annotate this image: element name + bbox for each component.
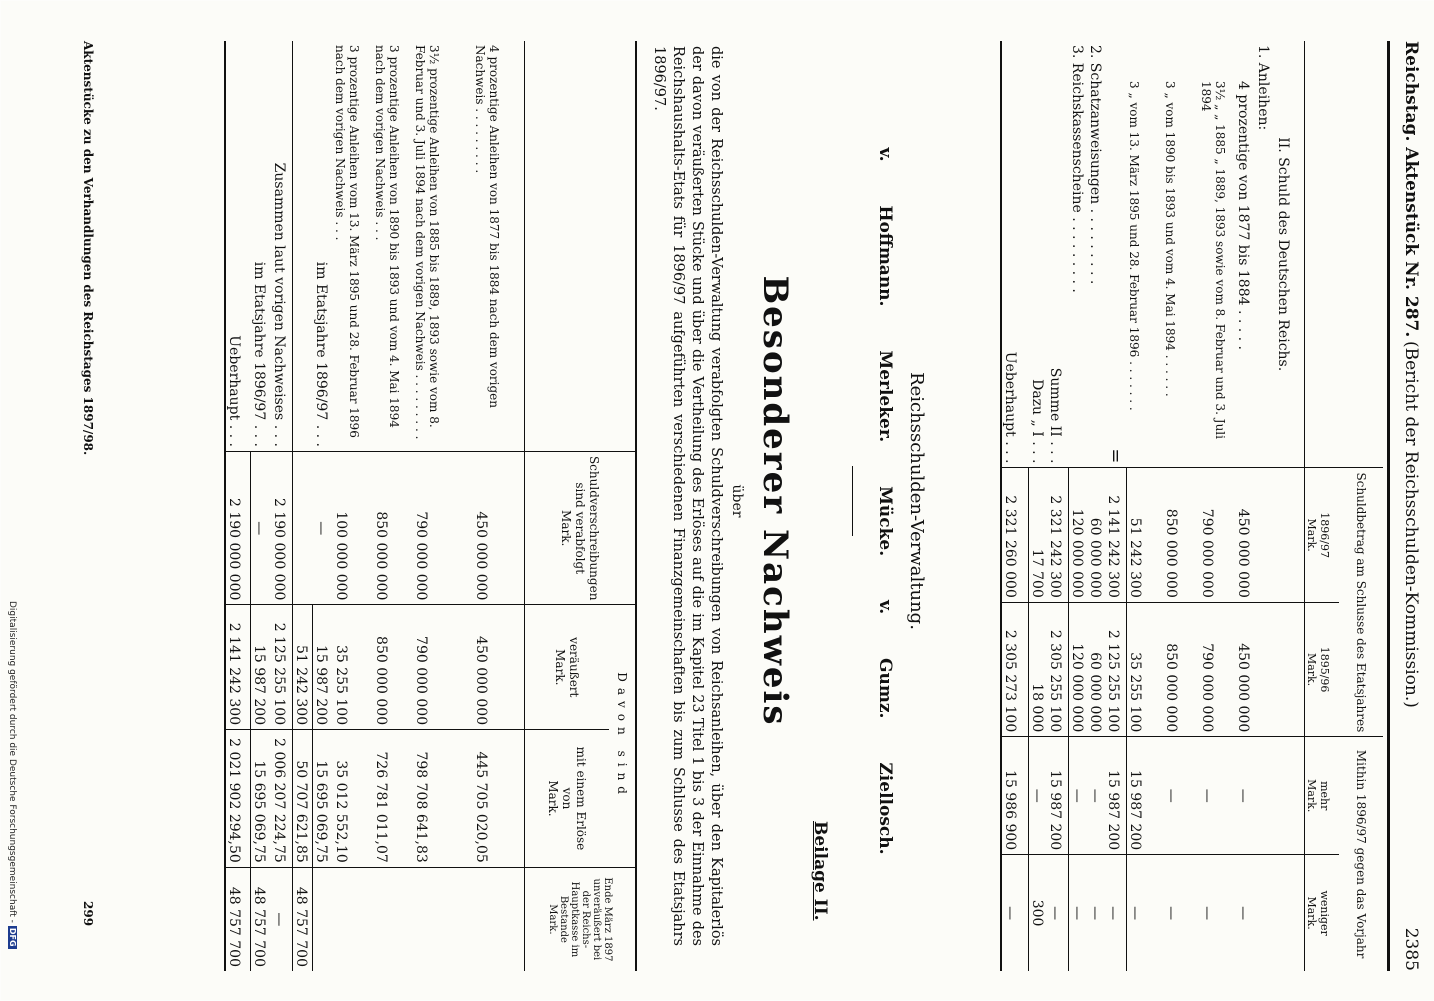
cell: 450 000 000 — [473, 605, 525, 730]
row-label: Zusammen laut vorigen Nachweises . . . — [271, 162, 287, 447]
cell: 15 986 900 — [1001, 737, 1029, 855]
cell: 450 000 000 — [1235, 602, 1255, 736]
anleihen-label: 1. Anleihen: — [1255, 45, 1271, 131]
table-row — [473, 41, 525, 971]
row-label: Dazu „ I . . . — [1029, 379, 1045, 464]
head-davon: Davon sind — [609, 605, 635, 867]
cell: — — [1235, 855, 1255, 971]
row-label — [293, 41, 313, 451]
cell: — — [1087, 737, 1105, 855]
cell: 798 708 641,83 — [413, 730, 473, 868]
cell — [373, 867, 413, 971]
cell: 100 000 000 — [333, 451, 373, 604]
cell: 2 190 000 000 — [271, 451, 293, 604]
cell: 2 141 242 300 — [1105, 468, 1127, 602]
cell: 35 012 552,10 — [333, 730, 373, 868]
row-label: 3 prozentige Anleihen von 1890 bis 1893 und vom 4. Mai 1894 nach dem vorigen Nachweis . . . — [373, 45, 401, 428]
cell: 2 141 242 300 — [225, 605, 251, 730]
row-label: 3 „ vom 13. März 1895 und 28. Februar 1896 . . . . . . . — [1127, 81, 1141, 411]
table-row-ueberhaupt — [225, 41, 251, 971]
row-label: 4 prozentige Anleihen von 1877 bis 1884 nach dem vorigen Nachweis . . . . . . . . . — [473, 45, 501, 409]
cell: 450 000 000 — [473, 451, 525, 604]
cell: 2 125 255 100 — [271, 605, 293, 730]
table-row — [1199, 41, 1235, 971]
cell: — — [1069, 737, 1087, 855]
doc-ueber: über — [729, 484, 745, 518]
cell: 120 000 000 — [1069, 468, 1087, 602]
cell: 726 781 011,07 — [373, 730, 413, 868]
cell — [413, 867, 473, 971]
cell: 445 705 020,05 — [473, 730, 525, 868]
cell: 17 700 — [1029, 468, 1047, 602]
row-label: 3. Reichskassenscheine . . . . . . . . . — [1069, 45, 1085, 293]
cell: 15 987 200 — [1127, 737, 1163, 855]
cell: 2 190 000 000 — [225, 451, 251, 604]
beilage-label: Beilage II. — [810, 821, 830, 921]
cell: 15 987 200 — [1047, 737, 1069, 855]
cell — [313, 867, 333, 971]
nachweis-table — [224, 41, 635, 971]
cell: 2 305 273 100 — [1001, 602, 1029, 736]
table-row-ueberhaupt — [1001, 41, 1029, 971]
head-erloes: mit einem Erlöse von Mark. — [525, 730, 609, 868]
scanned-page — [1, 1, 1434, 1000]
cell: 850 000 000 — [373, 605, 413, 730]
head-unveraeussert: Ende März 1897 unveräußert bei der Reichs-Hauptkasse im Bestande Mark. — [525, 867, 635, 971]
cell: — — [1087, 855, 1105, 971]
signatures: v. Hoffmann. Merleker. Mücke. v. Gumz. Ziellosch. — [875, 147, 895, 855]
col-mehr: mehr — [1318, 781, 1332, 811]
cell: 18 000 — [1029, 602, 1047, 736]
cell: — — [1235, 737, 1255, 855]
footer-left: Aktenstücke zu den Verhandlungen des Reichstages 1897/98. — [81, 41, 95, 456]
cell: — — [1047, 855, 1069, 971]
head-veraeussert: veräußert Mark. — [525, 605, 609, 730]
debt-table-label-col — [1305, 41, 1383, 468]
cell: 450 000 000 — [1235, 468, 1255, 602]
cell: 60 000 000 — [1087, 602, 1105, 736]
col-weniger: weniger — [1318, 890, 1332, 936]
table2-top-rule — [635, 41, 637, 971]
cell — [473, 867, 525, 971]
header-left: Reichstag. Aktenstück Nr. 287. — [1401, 41, 1421, 338]
table-row — [1163, 41, 1199, 971]
table-row — [333, 41, 373, 971]
table-row-etat — [251, 41, 271, 971]
cell: 15 695 069,75 — [313, 730, 333, 868]
cell: 2 305 255 100 — [1047, 602, 1069, 736]
unit-3: Mark. — [1305, 779, 1319, 813]
cell: 850 000 000 — [1163, 468, 1199, 602]
cell: 300 — [1029, 855, 1047, 971]
cell: 2 021 902 294,50 — [225, 730, 251, 868]
row-label: im Etatsjahre 1896/97 . . . — [251, 261, 267, 447]
table-row — [413, 41, 473, 971]
doc-title: Besonderer Nachweis — [755, 275, 795, 727]
debt-table — [1000, 41, 1383, 971]
row-label: Ueberhaupt . . . — [1002, 351, 1018, 464]
rotated-content — [1, 1, 1434, 1001]
cell: 50 707 621,85 — [293, 730, 313, 868]
short-rule — [852, 466, 853, 536]
row-label: 3½ prozentige Anleihen von 1885 bis 1889, 1893 sowie vom 8. Februar und 3. Juli 1894 nach dem vorigen Nachweis . . . . . . . . . — [413, 45, 441, 440]
cell: — — [1105, 855, 1127, 971]
intro-paragraph: die von der Reichsschulden-Verwaltung verabfolgten Schuldverschreibungen von Reichsanleihen, über den Kapitalerlös der davon veräußerten Stücke und über die Vertheilung des Erlöses auf die im Kapitel 23 Titel 1 bis 3 der Einnahme des Reichshaushalts-Etats für 1896/97 aufgeführten verschiedenen Finanzgemeinschaften bis zum Schlusse des Etatsjahrs 1896/97. — [651, 46, 724, 946]
unit-1: Mark. — [1305, 518, 1319, 552]
cell: — — [1199, 855, 1235, 971]
cell: — — [1163, 737, 1199, 855]
cell: — — [313, 451, 333, 604]
cell: — — [1127, 855, 1163, 971]
cell: 51 242 300 — [1127, 468, 1163, 602]
dfg-sidebar — [3, 601, 17, 996]
cell: 15 987 200 — [1105, 737, 1127, 855]
cell: 850 000 000 — [1163, 602, 1199, 736]
cell: — — [271, 867, 293, 971]
header-page-number: 2385 — [1401, 927, 1421, 971]
table-row — [313, 41, 333, 971]
cell: 15 987 200 — [251, 605, 271, 730]
page-header — [1397, 41, 1427, 971]
table-row-dazu — [1029, 41, 1047, 971]
table-row — [1235, 41, 1255, 971]
footer-page: 299 — [81, 901, 95, 927]
row-label: im Etatsjahre 1896/97 . . . — [313, 261, 329, 447]
cell: — — [1163, 855, 1199, 971]
cell: 790 000 000 — [1199, 468, 1235, 602]
row-label: 4 prozentige von 1877 bis 1884 . . . . . — [1235, 81, 1251, 351]
col-1895: 1895/96 — [1318, 646, 1332, 693]
row-label: 3 „ vom 1890 bis 1893 und vom 4. Mai 1894 . . . . . . — [1163, 81, 1177, 397]
cell: 2 125 255 100 — [1105, 602, 1127, 736]
section-title: II. Schuld des Deutschen Reichs. — [1275, 137, 1291, 372]
header-middle: (Bericht der Reichsschulden-Kommission.) — [1401, 341, 1421, 708]
table-row — [1127, 41, 1163, 971]
row-label: Summe II . . . — [1047, 367, 1063, 464]
cell: 48 757 700 — [225, 867, 251, 971]
head-group-schuldbetrag: Schuldbetrag am Schlusse des Etatsjahres — [1339, 468, 1383, 737]
row-label: Ueberhaupt . . . — [226, 335, 242, 447]
table-row-summe — [1047, 41, 1069, 971]
cell: 15 987 200 — [313, 605, 333, 730]
cell: — — [1001, 855, 1029, 971]
cell: 790 000 000 — [413, 605, 473, 730]
head-verabfolgt: Schuldverschreibungen sind verabfolgt Mark. — [525, 451, 635, 604]
cell: — — [1199, 737, 1235, 855]
cell: 2 321 260 000 — [1001, 468, 1029, 602]
table-row — [1087, 41, 1105, 971]
cell: — — [251, 451, 271, 604]
commission-title: Reichsschulden-Verwaltung. — [906, 372, 927, 630]
table-row-sum-anleihen — [1105, 41, 1127, 971]
cell: 35 255 100 — [1127, 602, 1163, 736]
cell: 48 757 700 — [293, 867, 313, 971]
cell: 790 000 000 — [1199, 602, 1235, 736]
cell: 790 000 000 — [413, 451, 473, 604]
cell: 48 757 700 — [251, 867, 271, 971]
cell: — — [1029, 737, 1047, 855]
cell: 850 000 000 — [373, 451, 413, 604]
cell: — — [1069, 855, 1087, 971]
dfg-text: Digitalisierung gefördert durch die Deutsche Forschungsgemeinschaft - — [7, 601, 17, 923]
cell: 51 242 300 — [293, 605, 313, 730]
table-row-zusammen — [271, 41, 293, 971]
head-group-mithin: Mithin 1896/97 gegen das Vorjahr — [1339, 737, 1383, 971]
table-row — [373, 41, 413, 971]
cell: 2 321 242 300 — [1047, 468, 1069, 602]
col-1896: 1896/97 — [1318, 512, 1332, 558]
table-row — [1069, 41, 1087, 971]
cell: 2 006 207 224,75 — [271, 730, 293, 868]
cell: 60 000 000 — [1087, 468, 1105, 602]
cell — [293, 451, 313, 604]
table-row — [293, 41, 313, 971]
unit-2: Mark. — [1305, 652, 1319, 687]
cell: 35 255 100 — [333, 605, 373, 730]
cell: 15 695 069,75 — [251, 730, 271, 868]
cell: 120 000 000 — [1069, 602, 1087, 736]
row-label: 3½ „ „ 1885 „ 1889, 1893 sowie vom 8. Februar und 3. Juli 1894 — [1199, 81, 1227, 439]
header-rule — [1387, 41, 1390, 971]
row-label: 2. Schatzanweisungen . . . . . . . . . — [1087, 45, 1103, 285]
dfg-logo-icon: DFG — [8, 927, 17, 947]
sum-mark: = — [1105, 448, 1126, 464]
unit-4: Mark. — [1305, 896, 1319, 930]
row-label: 3 prozentige Anleihen vom 13. März 1895 und 28. Februar 1896 nach dem vorigen Nachweis . . . — [333, 45, 361, 438]
cell — [333, 867, 373, 971]
